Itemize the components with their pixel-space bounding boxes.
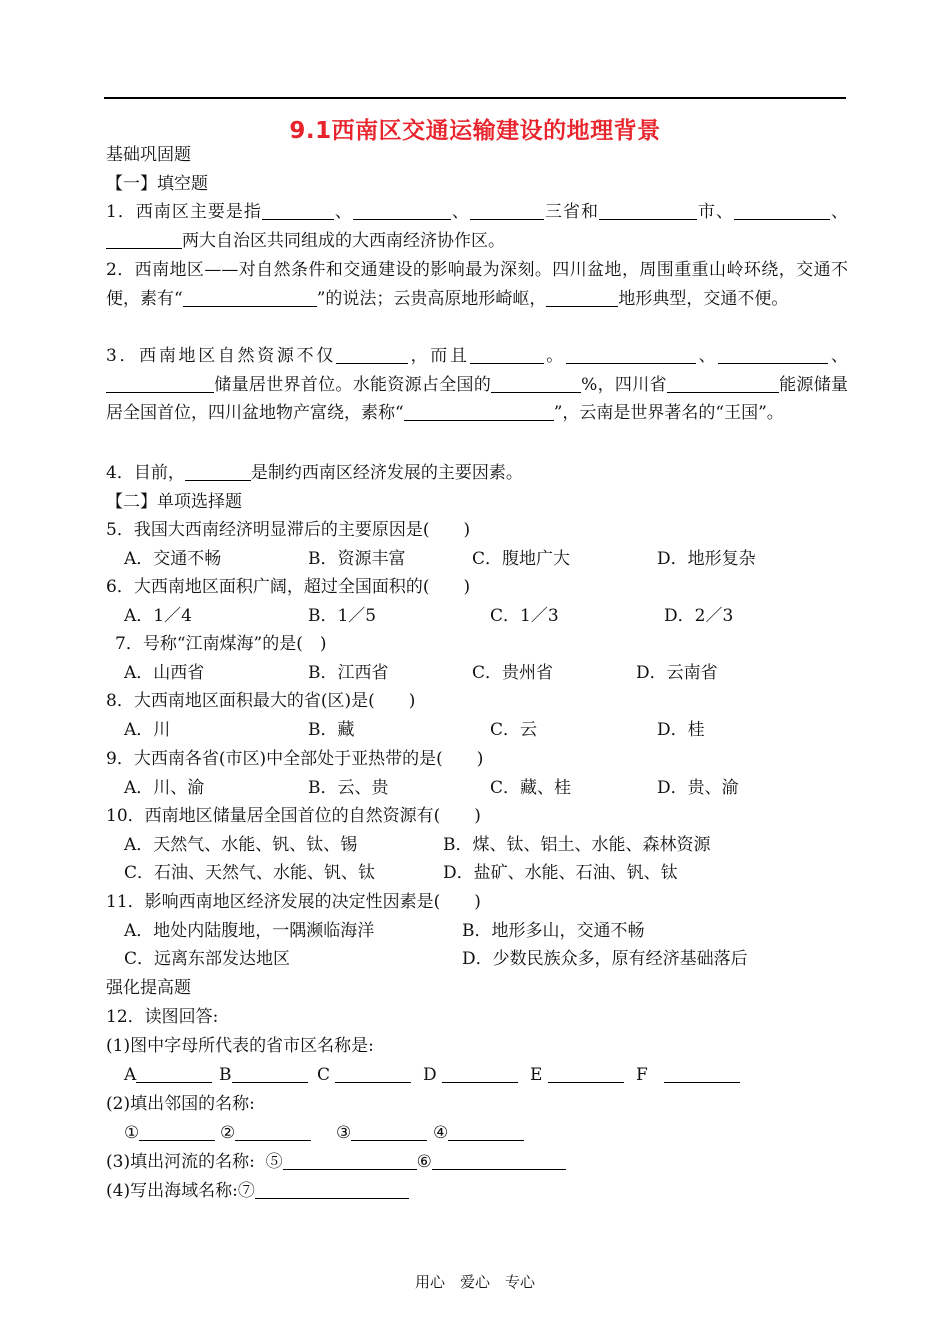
blank[interactable] xyxy=(262,201,334,220)
blank[interactable] xyxy=(255,1180,409,1199)
province-e: E xyxy=(530,1063,624,1087)
blank[interactable] xyxy=(548,1064,624,1083)
blank[interactable] xyxy=(283,1151,417,1170)
option-c[interactable]: C．云 xyxy=(490,720,538,740)
option-b[interactable]: B．云、贵 xyxy=(308,778,389,798)
question-stem: 8．大西南地区面积最大的省(区)是( ) xyxy=(106,691,416,711)
province-f: F xyxy=(636,1063,740,1087)
question-12-part4: (4)写出海域名称:⑦ xyxy=(106,1179,409,1203)
option-a[interactable]: A．天然气、水能、钒、钛、锡 xyxy=(124,835,358,855)
blank[interactable] xyxy=(667,374,779,393)
blank[interactable] xyxy=(106,374,214,393)
blank[interactable] xyxy=(136,1064,212,1083)
blank[interactable] xyxy=(470,201,544,220)
question-stem: 7．号称“江南煤海”的是( ) xyxy=(115,634,327,654)
option-b[interactable]: B．资源丰富 xyxy=(308,549,406,569)
option-d[interactable]: D．云南省 xyxy=(636,663,718,683)
option-a[interactable]: A．1／4 xyxy=(124,606,192,626)
option-d[interactable]: D．桂 xyxy=(657,720,705,740)
country-1: ① xyxy=(124,1121,215,1145)
blank[interactable] xyxy=(232,1064,308,1083)
province-d: D xyxy=(423,1063,518,1087)
option-d[interactable]: D．少数民族众多，原有经济基础落后 xyxy=(462,949,748,969)
blank[interactable] xyxy=(448,1122,524,1141)
option-b[interactable]: B．煤、钛、铝土、水能、森林资源 xyxy=(443,835,711,855)
blank[interactable] xyxy=(546,288,618,307)
blank[interactable] xyxy=(106,230,182,249)
page-footer: 用心 爱心 专心 xyxy=(414,1273,535,1291)
blank[interactable] xyxy=(335,1064,411,1083)
page-title: 9.1西南区交通运输建设的地理背景 xyxy=(289,118,661,144)
province-a: A xyxy=(124,1063,212,1087)
part1-heading: 【一】填空题 xyxy=(106,174,208,194)
province-c: C xyxy=(317,1063,411,1087)
province-b: B xyxy=(219,1063,308,1087)
option-d[interactable]: D．地形复杂 xyxy=(657,549,756,569)
blank[interactable] xyxy=(183,288,317,307)
question-12-part3: (3)填出河流的名称: ⑤ ⑥ xyxy=(106,1150,566,1174)
blank[interactable] xyxy=(734,201,830,220)
option-c[interactable]: C．远离东部发达地区 xyxy=(124,949,291,969)
option-d[interactable]: D．盐矿、水能、石油、钒、钛 xyxy=(443,863,678,883)
blank[interactable] xyxy=(664,1064,740,1083)
option-c[interactable]: C．藏、桂 xyxy=(490,778,572,798)
country-4: ④ xyxy=(433,1121,524,1145)
header-rule xyxy=(104,97,846,99)
blank[interactable] xyxy=(599,201,697,220)
question-4: 4．目前， 是制约西南区经济发展的主要因素。 xyxy=(106,463,523,483)
question-stem: 10．西南地区储量居全国首位的自然资源有( ) xyxy=(106,806,481,826)
blank[interactable] xyxy=(235,1122,311,1141)
option-a[interactable]: A．地处内陆腹地，一隅濒临海洋 xyxy=(124,921,375,941)
blank[interactable] xyxy=(442,1064,518,1083)
question-12-part1: (1)图中字母所代表的省市区名称是: xyxy=(106,1036,374,1056)
question-2: 2．西南地区——对自然条件和交通建设的影响最为深刻。四川盆地，周围重重山岭环绕，交通不便，素有“ ”的说法；云贵高原地形崎岖， 地形典型，交通不便。 xyxy=(106,260,848,309)
blank[interactable] xyxy=(491,374,581,393)
question-stem: 11．影响西南地区经济发展的决定性因素是( ) xyxy=(106,892,481,912)
question-1: 1．西南区主要是指 、 、 三省和 市、 、两大自治区共同组成的大西南经济协作区。 xyxy=(106,202,849,251)
option-d[interactable]: D．贵、渝 xyxy=(657,778,739,798)
section-basic-heading: 基础巩固题 xyxy=(106,145,191,165)
blank[interactable] xyxy=(566,345,696,364)
option-b[interactable]: B．江西省 xyxy=(308,663,389,683)
question-12-part2: (2)填出邻国的名称: xyxy=(106,1094,255,1114)
option-c[interactable]: C．石油、天然气、水能、钒、钛 xyxy=(124,863,376,883)
blank[interactable] xyxy=(139,1122,215,1141)
country-2: ② xyxy=(220,1121,311,1145)
blank[interactable] xyxy=(351,1122,427,1141)
question-12-stem: 12．读图回答: xyxy=(106,1007,219,1027)
option-c[interactable]: C．1／3 xyxy=(490,606,559,626)
part2-heading: 【二】单项选择题 xyxy=(106,492,242,512)
section-advanced-heading: 强化提高题 xyxy=(106,978,191,998)
blank[interactable] xyxy=(353,201,451,220)
option-a[interactable]: A．川、渝 xyxy=(124,778,205,798)
option-d[interactable]: D．2／3 xyxy=(664,606,734,626)
option-a[interactable]: A．川 xyxy=(124,720,171,740)
option-a[interactable]: A．交通不畅 xyxy=(124,549,222,569)
option-c[interactable]: C．腹地广大 xyxy=(472,549,571,569)
blank[interactable] xyxy=(185,462,251,481)
option-b[interactable]: B．1／5 xyxy=(308,606,377,626)
question-3: 3．西南地区自然资源不仅 ，而且 。 、 、储量居世界首位。水能资源占全国的 %，四川省 能源储量居全国首位，四川盆地物产富绕，素称“ ”，云南是世界著名的“王国”。 xyxy=(106,346,849,424)
blank[interactable] xyxy=(336,345,408,364)
option-a[interactable]: A．山西省 xyxy=(124,663,205,683)
option-b[interactable]: B．藏 xyxy=(308,720,355,740)
question-stem: 5．我国大西南经济明显滞后的主要原因是( ) xyxy=(106,520,471,540)
blank[interactable] xyxy=(470,345,544,364)
blank[interactable] xyxy=(404,402,554,421)
option-b[interactable]: B．地形多山，交通不畅 xyxy=(462,921,645,941)
question-stem: 9．大西南各省(市区)中全部处于亚热带的是( ) xyxy=(106,749,484,769)
option-c[interactable]: C．贵州省 xyxy=(472,663,554,683)
question-stem: 6．大西南地区面积广阔，超过全国面积的( ) xyxy=(106,577,471,597)
blank[interactable] xyxy=(718,345,828,364)
country-3: ③ xyxy=(336,1121,427,1145)
blank[interactable] xyxy=(432,1151,566,1170)
